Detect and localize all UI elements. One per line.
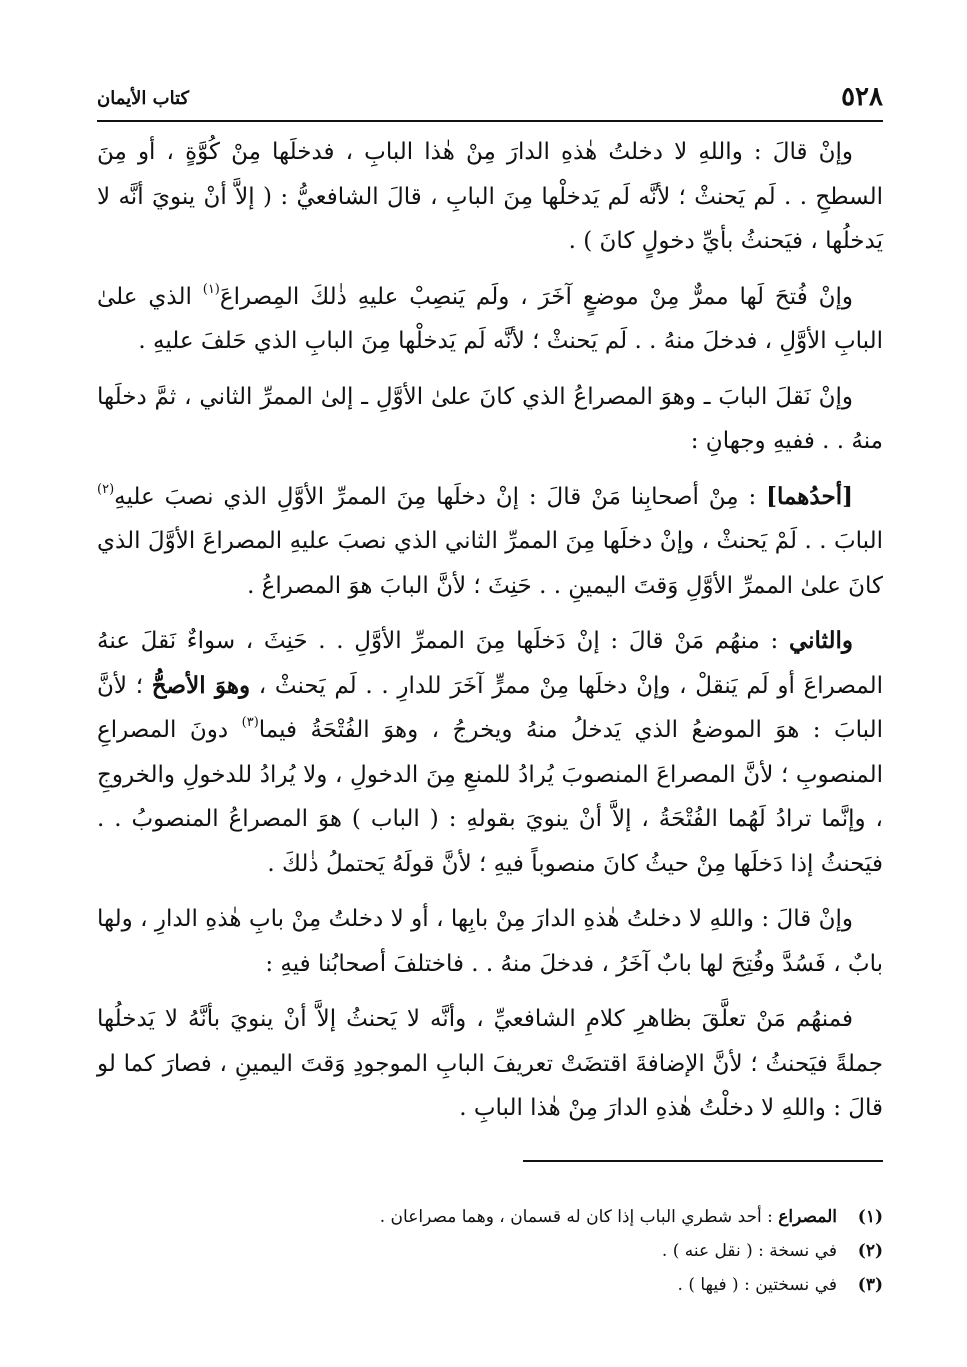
paragraph-2: [97, 275, 883, 364]
footnote-number: (٢): [857, 1241, 883, 1261]
footnote-rule: [523, 1160, 883, 1162]
footnote-2: [97, 1234, 883, 1268]
footnote-number: (٣): [857, 1275, 883, 1295]
footnote-term: المصراع: [778, 1207, 837, 1227]
footnote-3: [97, 1268, 883, 1302]
footnote-1: [97, 1200, 883, 1234]
preferred-opinion-label: وهوَ الأصحُّ: [151, 671, 251, 699]
book-title: كتاب الأيمان: [97, 88, 190, 109]
paragraph-text: البابَ . . لَمْ يَحنثْ ، وإنْ دخلَها مِنَ الممرِّ الثاني الذي نصبَ عليهِ المصراعَ الأوَّلَ الذي كانَ علىٰ الممرِّ الأوَّلِ وَقتَ اليمينِ . . حَنِثَ ؛ لأنَّ البابَ هوَ المصراعُ .: [97, 528, 883, 599]
paragraph-text: وإنْ قالَ : واللهِ لا دخلتُ هٰذهِ الدارَ مِنْ بابِها ، أو لا دخلتُ مِنْ بابِ هٰذهِ الدارِ ، ولها بابٌ ، فَسُدَّ وفُتِحَ لها بابٌ آخَرُ ، فدخلَ منهُ . . فاختلفَ أصحابُنا فيهِ :: [97, 906, 883, 977]
paragraph-text: فمنهُم مَنْ تعلَّقَ بظاهرِ كلامِ الشافعيِّ ، وأنَّه لا يَحنثُ إلاَّ أنْ ينويَ بأنَّهُ لا يَدخلُها جملةً فيَحنثُ ؛ لأنَّ الإضافةَ اقتضَتْ تعريفَ البابِ الموجودِ وَقتَ اليمينِ ، فصارَ كما لو قالَ : واللهِ لا دخلْتُ هٰذهِ الدارَ مِنْ هٰذا البابِ .: [97, 1006, 883, 1121]
second-opinion-label: والثاني: [788, 627, 853, 654]
paragraph-text: وإنْ نَقلَ البابَ ـ وهوَ المصراعُ الذي كانَ علىٰ الأوَّلِ ـ إلىٰ الممرِّ الثاني ، ثمَّ دخلَها منهُ . . ففيهِ وجهانِ :: [97, 383, 883, 454]
page-number: ٥٢٨: [841, 82, 883, 112]
paragraph-text: وإنْ فُتحَ لَها ممرٌّ مِنْ موضعٍ آخَرَ ، ولَم يَنصِبْ عليهِ ذٰلكَ المِصراعَ: [219, 283, 853, 310]
footnote-text: في نسختين : ( فيها ) .: [677, 1275, 837, 1295]
paragraph-1: [97, 130, 883, 264]
footnote-text: في نسخة : ( نقل عنه ) .: [661, 1241, 837, 1261]
paragraph-6: [97, 897, 883, 986]
footnote-number: (١): [857, 1207, 883, 1227]
running-header: [97, 78, 883, 118]
paragraph-text: : منهُم مَنْ قالَ : إنْ دَخلَها مِنَ الممرِّ الأوَّلِ . . حَنِثَ ، سواءٌ نَقلَ عنهُ المصراعَ أو لَم يَنقلْ ، وإنْ دخلَها مِنْ ممرٍّ آخَرَ للدارِ . . لَم يَحنثْ ،: [97, 628, 883, 699]
paragraph-text: ؛ لأنَّ البابَ : هوَ الموضعُ الذي يَدخلُ منهُ ويخرجُ ، وهوَ الفُتْحَةُ فيما: [97, 672, 883, 743]
paragraph-3: [97, 375, 883, 464]
paragraph-text: وإنْ قالَ : واللهِ لا دخلتُ هٰذهِ الدارَ مِنْ هٰذا البابِ ، فدخلَها مِنْ كُوَّةٍ ، أو مِنَ السطحِ . . لَم يَحنثْ ؛ لأنَّه لَم يَدخلْها مِنَ البابِ ، قالَ الشافعيُّ : ( إلاَّ أنْ ينويَ أنَّه لا يَدخلُها ، فيَحنثُ بأيِّ دخولٍ كانَ ) .: [97, 139, 883, 254]
body-text: [97, 130, 883, 1142]
footnote-ref-3[interactable]: (٣): [241, 715, 259, 730]
footnote-ref-2[interactable]: (٢): [97, 481, 115, 497]
paragraph-7: [97, 997, 883, 1131]
footnote-text: : أحد شطري الباب إذا كان له قسمان ، وهما مصراعان .: [379, 1207, 779, 1227]
footnotes: [97, 1200, 883, 1302]
paragraph-4: [97, 475, 883, 609]
paragraph-text: دونَ المصراعِ المنصوبِ ؛ لأنَّ المصراعَ المنصوبَ يُرادُ للمنعِ مِنَ الدخولِ ، ولا يُرادُ للدخولِ والخروجِ ، وإنَّما ترادُ لَهُما الفُتْحَةُ ، إلاَّ أنْ ينويَ بقولهِ : ( الباب ) هوَ المصراعُ المنصوبُ . . فيَحنثُ إذا دَخلَها مِنْ حيثُ كانَ منصوباً فيهِ ؛ لأنَّ قولَهُ يَحتملُ ذٰلكَ .: [97, 717, 883, 877]
first-opinion-label: [أحدُهما]: [766, 482, 853, 510]
paragraph-text: : مِنْ أصحابِنا مَنْ قالَ : إنْ دخلَها مِنَ الممرِّ الأوَّلِ الذي نصبَ عليهِ: [114, 483, 767, 510]
paragraph-text: الذي علىٰ البابِ الأوَّلِ ، فدخلَ منهُ . . لَم يَحنثْ ؛ لأنَّه لَم يَدخلْها مِنَ البابِ الذي حَلفَ عليهِ .: [97, 283, 883, 354]
footnote-ref-1[interactable]: (١): [202, 281, 220, 297]
header-rule: [97, 120, 883, 122]
paragraph-5: [97, 619, 883, 886]
